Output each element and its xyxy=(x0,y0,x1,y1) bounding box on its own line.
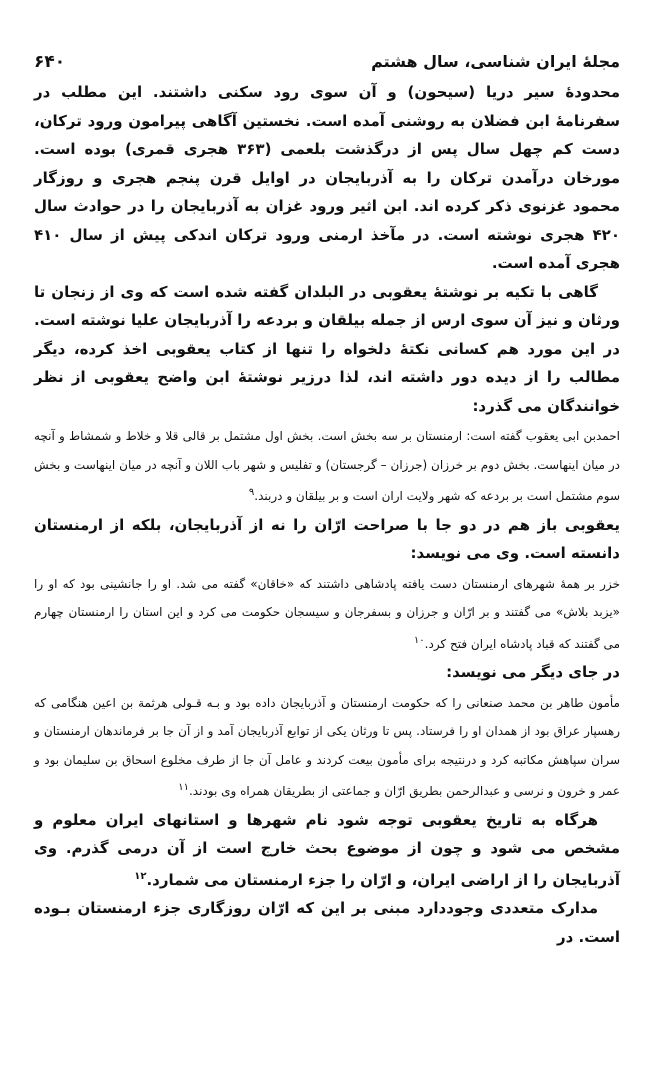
block-quote xyxy=(34,422,620,511)
footnote-marker: ۹ xyxy=(248,487,255,498)
quote-text: احمدبن ابی یعقوب گفته است: ارمنستان بر سه بخش است. بخش اول مشتمل بر قالی قلا و خلاط و شمشاط و آنچه در میان اینهاست. بخش دوم بر خرزان (جرزان – گرجستان) و تفلیس و شهر باب اللان و آنچه در میان اینهاست و بخش سوم مشتمل است بر بردعه که شهر ولایت اران است و بر بیلقان و دربند. xyxy=(34,429,620,503)
page-header xyxy=(34,52,620,72)
page-number: ۶۴۰ xyxy=(34,52,66,72)
paragraph-text: یعقوبی باز هم در دو جا با صراحت ارّان را نه از آذربایجان، بلکه از ارمنستان دانسته است. وی می نویسد: xyxy=(34,515,620,562)
quote-text: خزر بر همهٔ شهرهای ارمنستان دست یافته پادشاهی داشتند که «خاقان» گفته می شد. او را جانشینی بود که او را «یزبد بلاش» می گفتند و بر ارّان و جرزان و بسفرجان و سیسجان حکومت می کرد و این استان را ارمنستان چهارم می گفتند که قباد پادشاه ایران فتح کرد. xyxy=(34,576,620,651)
paragraph-text: مدارک متعددی وجوددارد مبنی بر این که ارّان روزگاری جزء ارمنستان بـوده است. در xyxy=(34,899,620,946)
running-title: مجلهٔ ایران شناسی، سال هشتم xyxy=(371,52,620,71)
footnote-marker: ۱۲ xyxy=(134,870,147,882)
body-paragraph xyxy=(34,894,620,951)
paragraph-text: در جای دیگر می نویسد: xyxy=(446,663,620,681)
body-paragraph xyxy=(34,78,620,278)
paragraph-text: گاهی با تکیه بر نوشتهٔ یعقوبی در البلدان گفته شده است که وی از زنجان تا ورثان و نیز آن سوی ارس از جمله بیلقان و بردعه را آذربایجان علیا نوشته است. در این مورد هم کسانی نکتهٔ دلخواه را تنها از کتاب یعقوبی اخذ کرده، دیگر مطالب را از دیده دور داشته اند، لذا درزیر نوشتهٔ ابن واضح یعقوبی از نظر خوانندگان می گذرد: xyxy=(34,282,620,415)
footnote-marker: ۱۰ xyxy=(413,634,425,646)
body-paragraph xyxy=(34,511,620,568)
body-paragraph xyxy=(34,658,620,687)
paragraph-text: هرگاه به تاریخ یعقوبی توجه شود نام شهرها و استانهای ایران معلوم و مشخص می شود و چون از موضوع بحث خارج است از آن درمی گذرم. وی آذربایجان را از اراضی ایران، و ارّان را جزء ارمنستان می شمارد. xyxy=(34,810,620,889)
block-quote xyxy=(34,689,620,806)
quote-text: مأمون طاهر بن محمد صنعانی را که حکومت ارمنستان و آذربایجان داده بود و بـه قـولی هرثمة بن اعین هنگامی که رهسپار عراق بود از همدان او را فرستاد. پس تا ورثان یکی از توابع آذربایجان آمد و از آن جا بر فرماندهان ارمنستان و سران سپاهش مکاتبه کرد و درنتیجه برای مأمون بیعت کردند و عامل آن جا از طرف مخلوع اسحاق بن سلیمان بود و عمر و خرون و نرسی و عبدالرحمن بطریق ارّان و جماعتی از بطریقان همراه وی بودند. xyxy=(34,695,620,798)
body-paragraph xyxy=(34,806,620,895)
paragraph-text: محدودهٔ سیر دریا (سیحون) و آن سوی رود سکنی داشتند. این مطلب در سفرنامهٔ ابن فضلان به روشنی آمده است. نخستین آگاهی پیرامون ورود ترکان، دست کم چهل سال پس از درگذشت بلعمی (۳۶۳ هجری قمری) بوده است. مورخان درآمدن ترکان را به آذربایجان در اوایل قرن پنجم هجری و روزگار محمود غزنوی ذکر کرده اند. ابن اثیر ورود غزان به آذربایجان را در حوادث سال ۴۲۰ هجری نوشته است. در مآخذ ارمنی ورود ترکان اندکی پیش از سال ۴۱۰ هجری آمده است. xyxy=(34,83,620,272)
block-quote xyxy=(34,570,620,659)
footnote-marker: ۱۱ xyxy=(178,782,189,793)
body-paragraph xyxy=(34,278,620,421)
